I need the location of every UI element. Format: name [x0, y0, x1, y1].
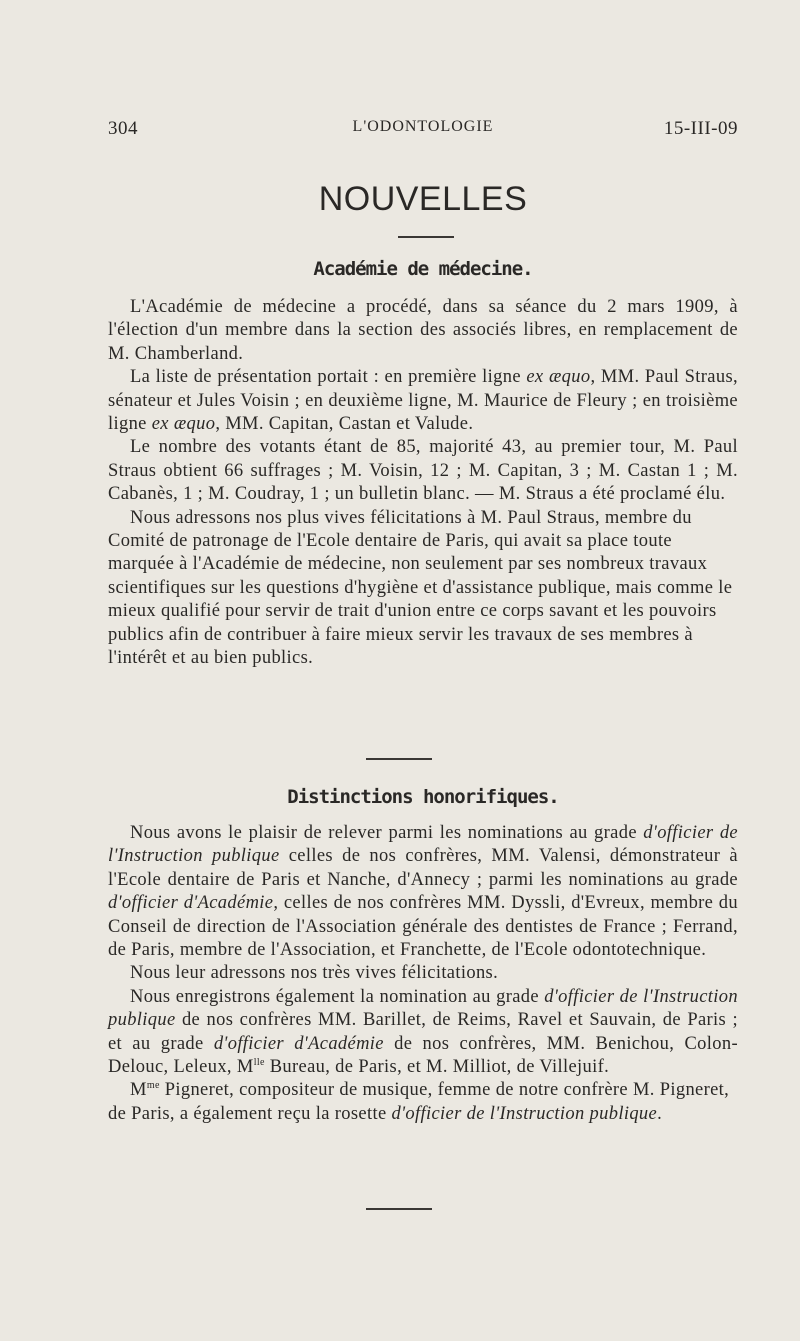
section-heading-distinctions: Distinctions honorifiques.	[287, 786, 559, 808]
paragraph: L'Académie de médecine a procédé, dans sa séance du 2 mars 1909, à l'élection d'un membre dans la section des associés libres, en remplacement de M. Chamberland.	[108, 297, 738, 364]
end-divider	[366, 1208, 432, 1210]
paragraph: $M^{me}$ Pigneret, compositeur de musique, femme de notre confrère M. Pigneret, de Paris, a également reçu la rosette d'officier de l'Instruction publique.	[108, 1080, 730, 1124]
section-heading-academie: Académie de médecine.	[313, 258, 533, 280]
issue-date: 15-III-09	[663, 118, 738, 139]
running-header	[108, 118, 738, 148]
section-divider	[366, 758, 432, 760]
page-number: 304	[108, 118, 138, 139]
paragraph: La liste de présentation portait : en première ligne ex æquo, MM. Paul Straus, sénateur et Jules Voisin ; en deuxième ligne, M. Maurice de Fleury ; en troisième ligne ex æquo, MM. Capitan, Castan et Valude.	[108, 367, 738, 435]
paragraph: Nous leur adressons nos très vives félicitations.	[130, 963, 499, 984]
page-title: NOUVELLES	[318, 180, 528, 218]
title-rule	[398, 236, 454, 238]
section-body-distinctions	[108, 822, 738, 1126]
paragraph: Nous avons le plaisir de relever parmi les nominations au grade d'officier de l'Instruction publique celles de nos confrères, MM. Valensi, démonstrateur à l'Ecole dentaire de Paris et Nanche, d'Annecy ; parmi les nominations au grade d'officier d'Académie, celles de nos confrères MM. Dyssli, d'Evreux, membre du Conseil de direction de l'Association générale des dentistes de France ; Ferrand, de Paris, membre de l'Association, et Franchette, de l'Ecole odontotechnique.	[108, 823, 738, 961]
journal-title: L'ODONTOLOGIE	[352, 118, 494, 135]
paragraph: Nous enregistrons également la nomination au grade d'officier de l'Instruction publique de nos confrères MM. Barillet, de Reims, Ravel et Sauvain, de Paris ; et au grade d'officier d'Académie de nos confrères, MM. Benichou, Colon-Delouc, Leleux, $M^{lle}$ Bureau, de Paris, et M. Milliot, de Villejuif.	[108, 986, 738, 1078]
section-body-academie	[108, 296, 738, 671]
paragraph: Le nombre des votants étant de 85, majorité 43, au premier tour, M. Paul Straus obtient 66 suffrages ; M. Voisin, 12 ; M. Capitan, 3 ; M. Castan 1 ; M. Cabanès, 1 ; M. Coudray, 1 ; un bulletin blanc. — M. Straus a été proclamé élu.	[108, 437, 738, 505]
paragraph: Nous adressons nos plus vives félicitations à M. Paul Straus, membre du Comité de patronage de l'Ecole dentaire de Paris, qui avait sa place toute marquée à l'Académie de médecine, non seulement par ses nombreux travaux scientifiques sur les questions d'hygiène et d'assistance publique, mais comme le mieux qualifié pour servir de trait d'union entre ce corps savant et les pouvoirs publics afin de contribuer à faire mieux servir les travaux de ses membres à l'intérêt et au bien publics.	[108, 507, 733, 669]
